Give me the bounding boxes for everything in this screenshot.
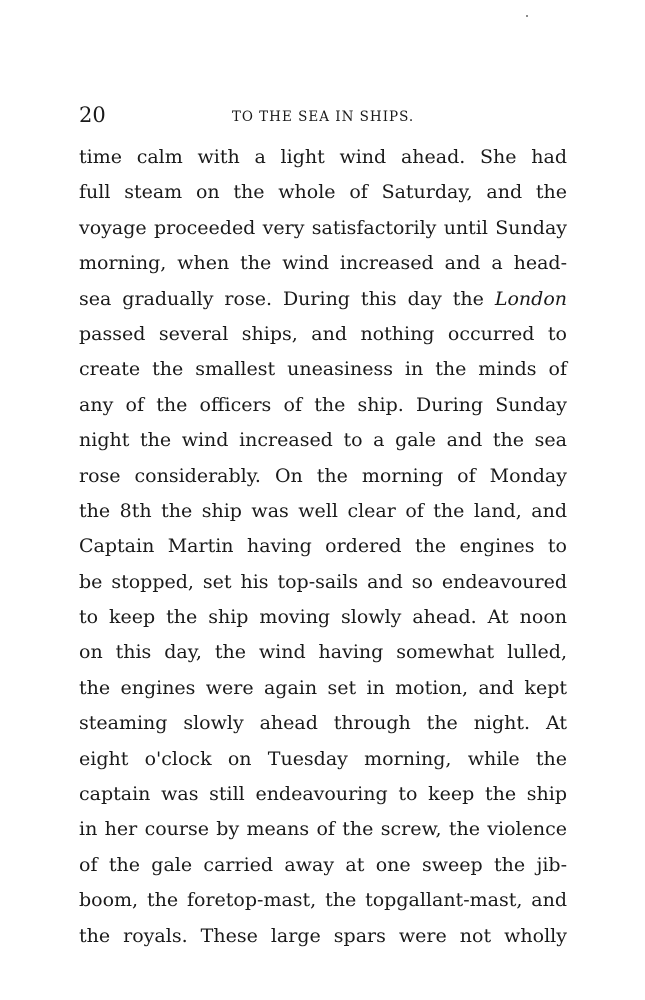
running-head (79, 100, 567, 130)
text-line: of the gale carried away at one sweep the jib- (79, 853, 567, 876)
text-line: to keep the ship moving slowly ahead. At noon (79, 606, 567, 629)
text-line: any of the officers of the ship. During Sunday (79, 393, 567, 416)
text-segment: sea gradually rose. During this day the (79, 287, 495, 310)
page-number: 20 (79, 103, 106, 127)
text-line: the royals. These large spars were not wholly (79, 924, 567, 947)
text-line: Captain Martin having ordered the engines to (79, 535, 567, 558)
text-line: the engines were again set in motion, and kept (79, 676, 567, 699)
text-line: captain was still endeavouring to keep the ship (79, 783, 567, 806)
text-line: full steam on the whole of Saturday, and the (79, 181, 567, 204)
text-line: rose considerably. On the morning of Monday (79, 464, 567, 487)
text-line: in her course by means of the screw, the violence (79, 818, 567, 841)
text-line (79, 282, 567, 317)
text-line: create the smallest uneasiness in the minds of (79, 358, 567, 381)
paper-speck (526, 15, 528, 17)
text-line: eight o'clock on Tuesday morning, while the (79, 747, 567, 770)
body-text (79, 140, 567, 954)
ship-name: London (494, 287, 567, 310)
text-line: be stopped, set his top-sails and so endeavoured (79, 570, 567, 593)
text-line: passed several ships, and nothing occurred to (79, 322, 567, 345)
text-line: night the wind increased to a gale and the sea (79, 429, 567, 452)
text-line: morning, when the wind increased and a head- (79, 252, 567, 275)
text-line: the 8th the ship was well clear of the land, and (79, 499, 567, 522)
text-line: time calm with a light wind ahead. She had (79, 146, 567, 168)
running-title: TO THE SEA IN SHIPS. (231, 109, 415, 125)
text-line: steaming slowly ahead through the night. At (79, 712, 567, 735)
text-line: on this day, the wind having somewhat lulled, (79, 641, 567, 664)
text-line: voyage proceeded very satisfactorily until Sunday (79, 216, 567, 239)
text-line: boom, the foretop-mast, the topgallant-mast, and (79, 889, 567, 912)
